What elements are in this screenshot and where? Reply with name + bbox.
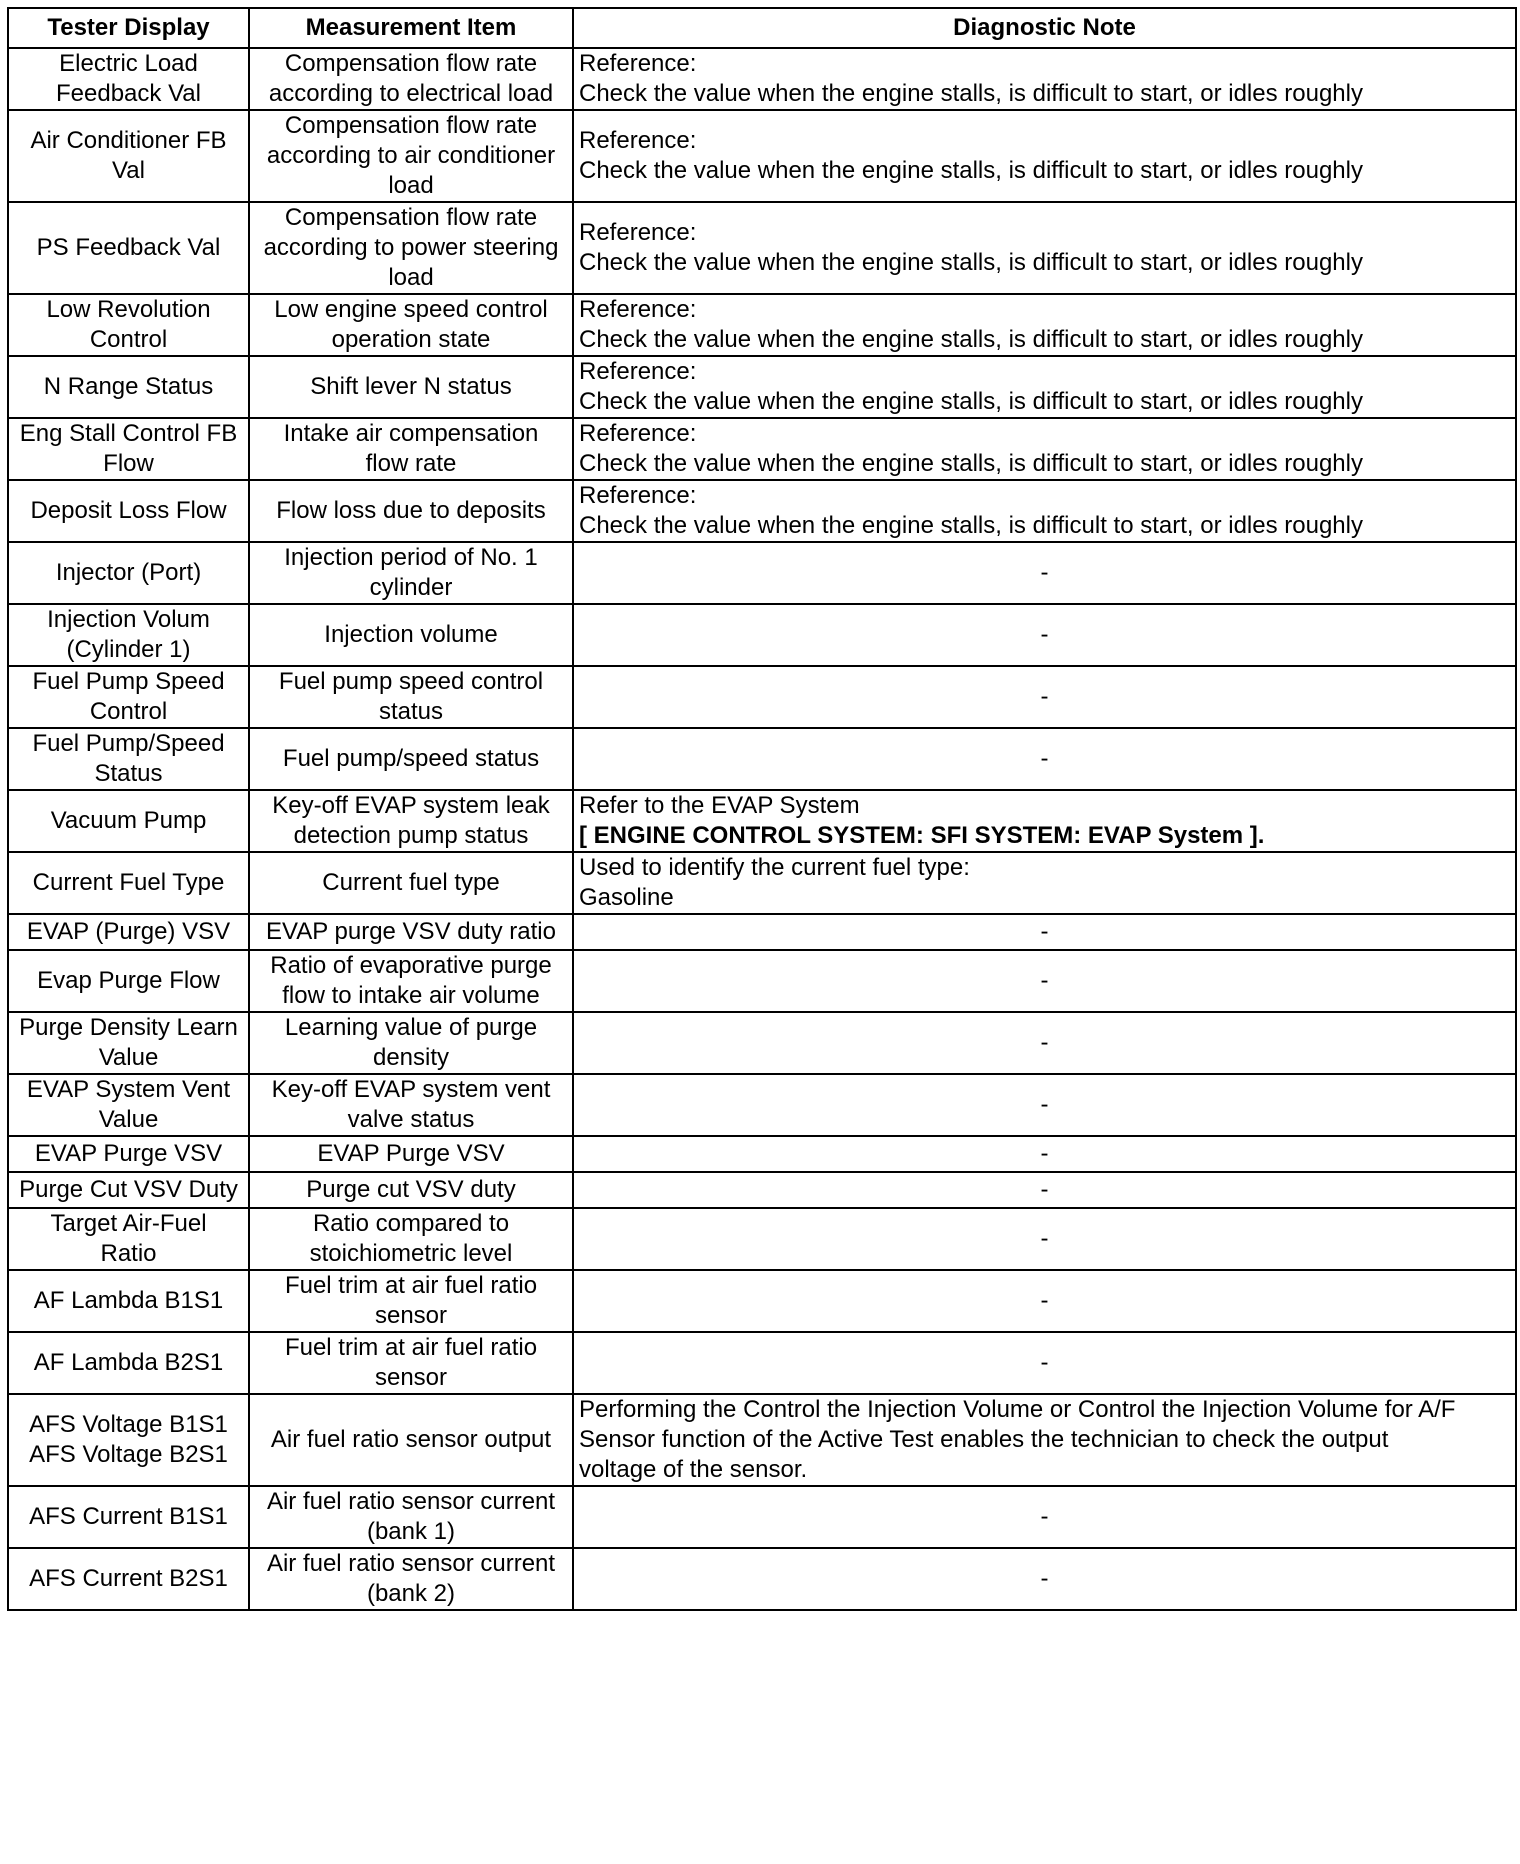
diagnostic-note-cell [573,728,1516,790]
diagnostic-note-cell-line: Reference: [579,219,697,246]
measurement-item-cell [249,1074,573,1136]
table-row [8,356,1516,418]
measurement-item-cell-line: Compensation flow rate [284,50,538,77]
tester-display-cell-line: Target Air-Fuel [50,1210,207,1237]
tester-display-cell [8,356,249,418]
diagnostic-note-cell-line: voltage of the sensor. [579,1456,808,1483]
diagnostic-note-cell-line: - [1040,918,1049,945]
measurement-item-cell-line: Fuel trim at air fuel ratio [284,1334,538,1361]
diagnostic-note-cell [573,202,1516,294]
measurement-item-cell-line: operation state [331,326,491,353]
measurement-item-cell [249,728,573,790]
measurement-item-cell-line: Fuel pump/speed status [282,745,540,772]
tester-display-cell-line: Current Fuel Type [32,869,225,896]
tester-display-cell [8,1332,249,1394]
diagnostic-note-cell [573,950,1516,1012]
measurement-item-cell-line: flow to intake air volume [282,982,540,1009]
tester-display-cell [8,728,249,790]
measurement-item-cell-line: according to air conditioner [266,142,556,169]
tester-display-cell-line: AF Lambda B1S1 [33,1287,224,1314]
measurement-item-cell-line: load [388,264,434,291]
header-diagnostic-note: Diagnostic Note [573,8,1516,48]
tester-display-cell [8,1548,249,1610]
tester-display-cell-line: Purge Cut VSV Duty [19,1176,238,1203]
measurement-item-cell-line: Current fuel type [322,869,500,896]
table-row [8,1208,1516,1270]
tester-display-cell [8,666,249,728]
measurement-item-cell [249,790,573,852]
diagnostic-note-cell [573,356,1516,418]
diagnostic-note-cell [573,852,1516,914]
measurement-item-cell-line: Air fuel ratio sensor output [270,1426,552,1453]
diagnostic-note-cell-line: Sensor function of the Active Test enables the technician to check the output [579,1426,1389,1453]
tester-display-cell [8,1136,249,1172]
tester-display-cell-line: Eng Stall Control FB [19,420,238,447]
diagnostic-note-cell [573,604,1516,666]
table-row [8,1270,1516,1332]
diagnostic-note-cell-line: Reference: [579,420,697,447]
tester-display-cell-line: AFS Current B1S1 [29,1503,228,1530]
diagnostic-note-cell-line: - [1040,1176,1049,1203]
tester-display-cell [8,294,249,356]
tester-display-cell [8,604,249,666]
tester-display-cell-line: Ratio [100,1240,157,1267]
tester-display-cell-line: PS Feedback Val [36,234,221,261]
diagnostic-note-cell-line: Check the value when the engine stalls, is difficult to start, or idles roughly [579,249,1363,276]
measurement-item-cell-line: Flow loss due to deposits [276,497,546,524]
diagnostic-note-cell-line: - [1040,1349,1049,1376]
measurement-item-cell [249,1486,573,1548]
table-row [8,1548,1516,1610]
tester-display-cell-line: Injection Volum [47,606,210,633]
measurement-item-cell-line: stoichiometric level [309,1240,513,1267]
tester-display-cell [8,1486,249,1548]
measurement-item-cell-line: Compensation flow rate [284,112,538,139]
diagnostic-note-cell-line: - [1040,1503,1049,1530]
tester-display-cell-line: Status [94,760,163,787]
measurement-item-cell-line: load [388,172,434,199]
table-row [8,110,1516,202]
measurement-item-cell-line: Low engine speed control [274,296,548,323]
table-row [8,604,1516,666]
diagnostic-note-cell [573,1332,1516,1394]
table-row [8,950,1516,1012]
diagnostic-note-cell-line: - [1040,1225,1049,1252]
diagnostic-note-cell-line: - [1040,967,1049,994]
tester-display-cell-line: Fuel Pump Speed [32,668,225,695]
diagnostic-note-cell-line: Performing the Control the Injection Volume or Control the Injection Volume for A/F [579,1396,1456,1423]
tester-display-cell [8,110,249,202]
table-row [8,1394,1516,1486]
measurement-item-cell [249,852,573,914]
tester-display-cell-line: Low Revolution [46,296,211,323]
diagnostic-note-cell-line: - [1040,621,1049,648]
measurement-item-cell [249,48,573,110]
table-row [8,1074,1516,1136]
table-row [8,418,1516,480]
measurement-item-cell [249,202,573,294]
table-row [8,1332,1516,1394]
tester-display-cell-line: Air Conditioner FB [30,127,227,154]
measurement-item-cell [249,1012,573,1074]
diagnostic-note-cell [573,1012,1516,1074]
tester-display-cell [8,950,249,1012]
measurement-item-cell-line: Fuel pump speed control [278,668,544,695]
tester-display-cell-line: Evap Purge Flow [37,967,220,994]
tester-display-cell [8,202,249,294]
tester-display-cell-line: Fuel Pump/Speed [32,730,225,757]
tester-display-cell-line: Control [89,326,168,353]
measurement-item-cell-line: valve status [347,1106,475,1133]
measurement-item-cell-line: according to electrical load [268,80,554,107]
measurement-item-cell [249,1172,573,1208]
diagnostic-note-cell-line: - [1040,745,1049,772]
table-header-row [8,8,1516,48]
measurement-item-cell-line: Compensation flow rate [284,204,538,231]
measurement-item-cell-line: Learning value of purge [284,1014,538,1041]
measurement-item-cell-line: Fuel trim at air fuel ratio [284,1272,538,1299]
tester-display-cell [8,542,249,604]
tester-display-cell-line: Feedback Val [56,80,201,107]
diagnostic-note-cell [573,790,1516,852]
measurement-item-cell-line: sensor [374,1302,448,1329]
diagnostic-note-cell-line: Reference: [579,482,697,509]
tester-display-cell-line: Injector (Port) [55,559,202,586]
measurement-item-cell [249,294,573,356]
diagnostic-note-cell [573,1270,1516,1332]
tester-display-cell-line: Control [89,698,168,725]
measurement-item-cell-line: Injection volume [324,621,498,648]
diagnostic-note-cell-line: - [1040,1091,1049,1118]
diagnostic-note-cell [573,480,1516,542]
tester-display-cell [8,790,249,852]
measurement-item-cell [249,1332,573,1394]
measurement-item-cell [249,1208,573,1270]
measurement-item-cell [249,1548,573,1610]
diagnostic-note-cell-line: Check the value when the engine stalls, is difficult to start, or idles roughly [579,326,1363,353]
tester-display-cell-line: Value [98,1044,159,1071]
data-list-table [7,7,1517,1611]
tester-display-cell [8,1394,249,1486]
tester-display-cell-line: AFS Voltage B2S1 [29,1441,228,1468]
diagnostic-note-cell-line: - [1040,1287,1049,1314]
tester-display-cell-line: EVAP System Vent [26,1076,231,1103]
measurement-item-cell-line: density [372,1044,450,1071]
diagnostic-note-cell-line: Check the value when the engine stalls, is difficult to start, or idles roughly [579,388,1363,415]
diagnostic-note-cell [573,666,1516,728]
tester-display-cell-line: EVAP Purge VSV [34,1140,223,1167]
table-row [8,294,1516,356]
measurement-item-cell-line: Key-off EVAP system vent [271,1076,551,1103]
tester-display-cell-line: Val [112,157,145,184]
diagnostic-note-cell [573,1172,1516,1208]
measurement-item-cell-line: Key-off EVAP system leak [272,792,550,819]
tester-display-cell-line: Purge Density Learn [19,1014,238,1041]
table-row [8,1172,1516,1208]
measurement-item-cell [249,1136,573,1172]
measurement-item-cell-line: Purge cut VSV duty [306,1176,516,1203]
table-row [8,480,1516,542]
tester-display-cell [8,852,249,914]
diagnostic-note-cell-line: - [1040,683,1049,710]
diagnostic-note-cell [573,1486,1516,1548]
measurement-item-cell-line: Air fuel ratio sensor current [266,1488,556,1515]
diagnostic-note-cell-line: - [1040,1029,1049,1056]
tester-display-cell-line: (Cylinder 1) [66,636,191,663]
diagnostic-note-cell-line: Check the value when the engine stalls, is difficult to start, or idles roughly [579,80,1363,107]
measurement-item-cell-line: detection pump status [293,822,529,849]
tester-display-cell-line: AFS Voltage B1S1 [29,1411,228,1438]
measurement-item-cell-line: status [378,698,444,725]
tester-display-cell [8,1074,249,1136]
tester-display-cell [8,1012,249,1074]
measurement-item-cell [249,418,573,480]
diagnostic-note-cell [573,1394,1516,1486]
measurement-item-cell [249,666,573,728]
tester-display-cell [8,418,249,480]
tester-display-cell-line: Vacuum Pump [50,807,207,834]
tester-display-cell [8,1208,249,1270]
tester-display-cell-line: AFS Current B2S1 [29,1565,228,1592]
diagnostic-note-cell [573,914,1516,950]
tester-display-cell-line: Value [98,1106,159,1133]
diagnostic-note-cell [573,418,1516,480]
tester-display-cell-line: Deposit Loss Flow [30,497,227,524]
measurement-item-cell-line: Air fuel ratio sensor current [266,1550,556,1577]
diagnostic-note-cell-line: Gasoline [579,884,674,911]
tester-display-cell-line: Flow [103,450,154,477]
header-tester-display: Tester Display [8,8,249,48]
measurement-item-cell-line: Shift lever N status [310,373,512,400]
measurement-item-cell-line: according to power steering [263,234,559,261]
measurement-item-cell [249,480,573,542]
diagnostic-note-cell [573,1136,1516,1172]
table-row [8,202,1516,294]
tester-display-cell [8,914,249,950]
diagnostic-note-cell-line: Reference: [579,296,697,323]
measurement-item-cell-line: cylinder [369,574,453,601]
measurement-item-cell-line: Ratio of evaporative purge [270,952,552,979]
diagnostic-note-cell [573,1208,1516,1270]
measurement-item-cell [249,950,573,1012]
diagnostic-note-cell-line: Reference: [579,127,697,154]
diagnostic-note-reference-link[interactable]: [ ENGINE CONTROL SYSTEM: SFI SYSTEM: EVAP System ]. [579,822,1265,849]
diagnostic-note-cell-line: Refer to the EVAP System [579,792,860,819]
tester-display-cell [8,1172,249,1208]
tester-display-cell-line: Electric Load [59,50,198,77]
tester-display-cell [8,1270,249,1332]
diagnostic-note-cell [573,542,1516,604]
tester-display-cell [8,48,249,110]
diagnostic-note-cell [573,110,1516,202]
diagnostic-note-cell [573,48,1516,110]
table-body [8,48,1516,1610]
measurement-item-cell [249,914,573,950]
tester-display-cell-line: N Range Status [43,373,214,400]
table-row [8,852,1516,914]
measurement-item-cell [249,110,573,202]
diagnostic-note-cell-line: Used to identify the current fuel type: [579,854,970,881]
table-row [8,1136,1516,1172]
tester-display-cell-line: EVAP (Purge) VSV [26,918,231,945]
measurement-item-cell-line: sensor [374,1364,448,1391]
measurement-item-cell-line: EVAP Purge VSV [317,1140,505,1167]
diagnostic-note-cell-line: - [1040,1565,1049,1592]
measurement-item-cell-line: Intake air compensation [283,420,539,447]
diagnostic-note-cell-line: Reference: [579,358,697,385]
header-measurement-item: Measurement Item [249,8,573,48]
diagnostic-note-cell-line: Check the value when the engine stalls, is difficult to start, or idles roughly [579,450,1363,477]
measurement-item-cell-line: flow rate [365,450,457,477]
table-row [8,542,1516,604]
measurement-item-cell-line: (bank 1) [366,1518,456,1545]
diagnostic-note-cell-line: Check the value when the engine stalls, is difficult to start, or idles roughly [579,157,1363,184]
diagnostic-note-cell-line: - [1040,559,1049,586]
table-row [8,666,1516,728]
measurement-item-cell-line: (bank 2) [366,1580,456,1607]
measurement-item-cell [249,1270,573,1332]
diagnostic-note-cell [573,1548,1516,1610]
diagnostic-note-cell [573,1074,1516,1136]
measurement-item-cell [249,542,573,604]
measurement-item-cell-line: Ratio compared to [312,1210,510,1237]
table-row [8,728,1516,790]
table-row [8,914,1516,950]
measurement-item-cell [249,356,573,418]
diagnostic-note-cell-line: - [1040,1140,1049,1167]
measurement-item-cell [249,1394,573,1486]
table-row [8,1486,1516,1548]
measurement-item-cell-line: EVAP purge VSV duty ratio [266,918,556,945]
diagnostic-note-cell-line: Check the value when the engine stalls, is difficult to start, or idles roughly [579,512,1363,539]
table-row [8,790,1516,852]
table-row [8,48,1516,110]
tester-display-cell [8,480,249,542]
measurement-item-cell-line: Injection period of No. 1 [284,544,538,571]
diagnostic-note-cell [573,294,1516,356]
tester-display-cell-line: AF Lambda B2S1 [33,1349,224,1376]
measurement-item-cell [249,604,573,666]
diagnostic-note-cell-line: Reference: [579,50,697,77]
table-row [8,1012,1516,1074]
